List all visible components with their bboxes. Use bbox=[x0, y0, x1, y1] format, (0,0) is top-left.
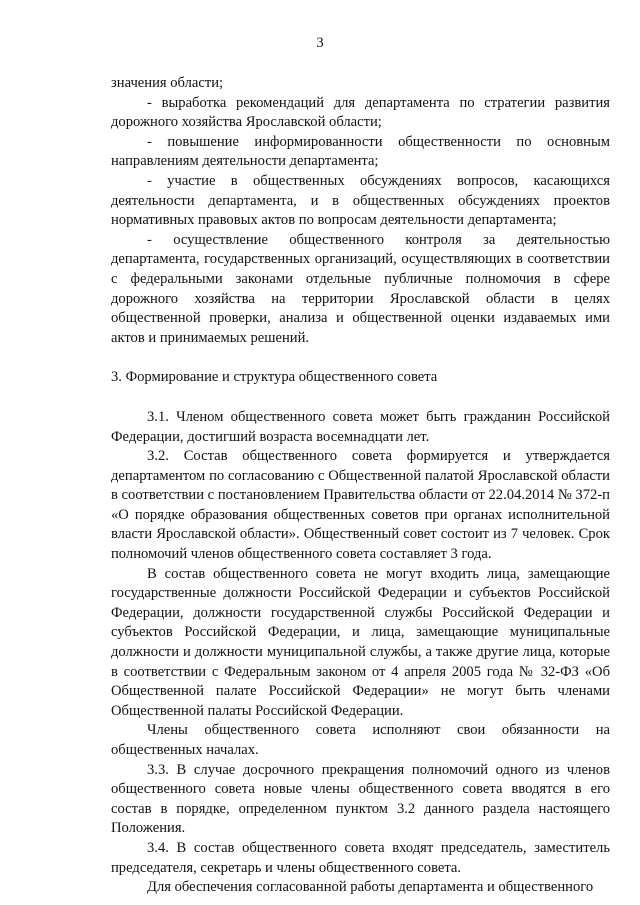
page-number: 3 bbox=[316, 35, 324, 51]
section-title: 3. Формирование и структура общественного совета bbox=[111, 369, 438, 386]
paragraph-coordination: Для обеспечения согласованной работы департамента и общественного bbox=[147, 879, 594, 896]
document-body bbox=[111, 74, 610, 898]
bullet-item: - участие в общественных обсуждениях вопросов, касающихся деятельности департамента, и в общественных обсуждениях проектов нормативных правовых актов по вопросам деятельности департамента; bbox=[111, 172, 610, 229]
paragraph-3-4: 3.4. В состав общественного совета входят председатель, заместитель председателя, секретарь и члены общественного совета. bbox=[111, 839, 610, 876]
paragraph-restrictions: В состав общественного совета не могут входить лица, замещающие государственные должности Российской Федерации и субъектов Российской Федерации, должности государственной службы Российской Федерации и субъектов Российской Федерации, и лица, замещающие муниципальные должности и должности муниципальной службы, а также другие лица, которые в соответствии с Федеральным законом от 4 апреля 2005 года № 32-ФЗ «Об Общественной палате Российской Федерации» не могут быть членами Общественной палаты Российской Федерации. bbox=[111, 565, 610, 719]
paragraph-3-3: 3.3. В случае досрочного прекращения полномочий одного из членов общественного совета новые члены общественного совета вводятся в его состав в порядке, определенном пунктом 3.2 данного раздела настоящего Положения. bbox=[111, 761, 610, 837]
paragraph-voluntary-basis: Члены общественного совета исполняют свои обязанности на общественных началах. bbox=[111, 722, 610, 758]
paragraph-3-2: 3.2. Состав общественного совета формируется и утверждается департаментом по согласованию с Общественной палатой Ярославской области в соответствии с постановлением Правительства области от 22.04.2014 № 372-п «О порядке образования общественных советов при органах исполнительной власти Ярославской области». Общественный совет состоит из 7 человек. Срок полномочий членов общественного совета составляет 3 года. bbox=[111, 448, 610, 563]
bullet-item: - выработка рекомендаций для департамента по стратегии развития дорожного хозяйства Ярославской области; bbox=[111, 94, 610, 131]
bullet-item: - повышение информированности общественности по основным направлениям деятельности департамента; bbox=[111, 133, 610, 170]
bullet-item: - осуществление общественного контроля за деятельностью департамента, государственных организаций, осуществляющих в соответствии с федеральными законами отдельные публичные полномочия в сфере дорожного хозяйства на территории Ярославской области в целях общественной проверки, анализа и общественной оценки издаваемых ими актов и принимаемых решений. bbox=[111, 231, 610, 346]
paragraph-3-1: 3.1. Членом общественного совета может быть гражданин Российской Федерации, достигший возраста восемнадцати лет. bbox=[111, 408, 610, 445]
continuation-line: значения области; bbox=[111, 75, 224, 91]
